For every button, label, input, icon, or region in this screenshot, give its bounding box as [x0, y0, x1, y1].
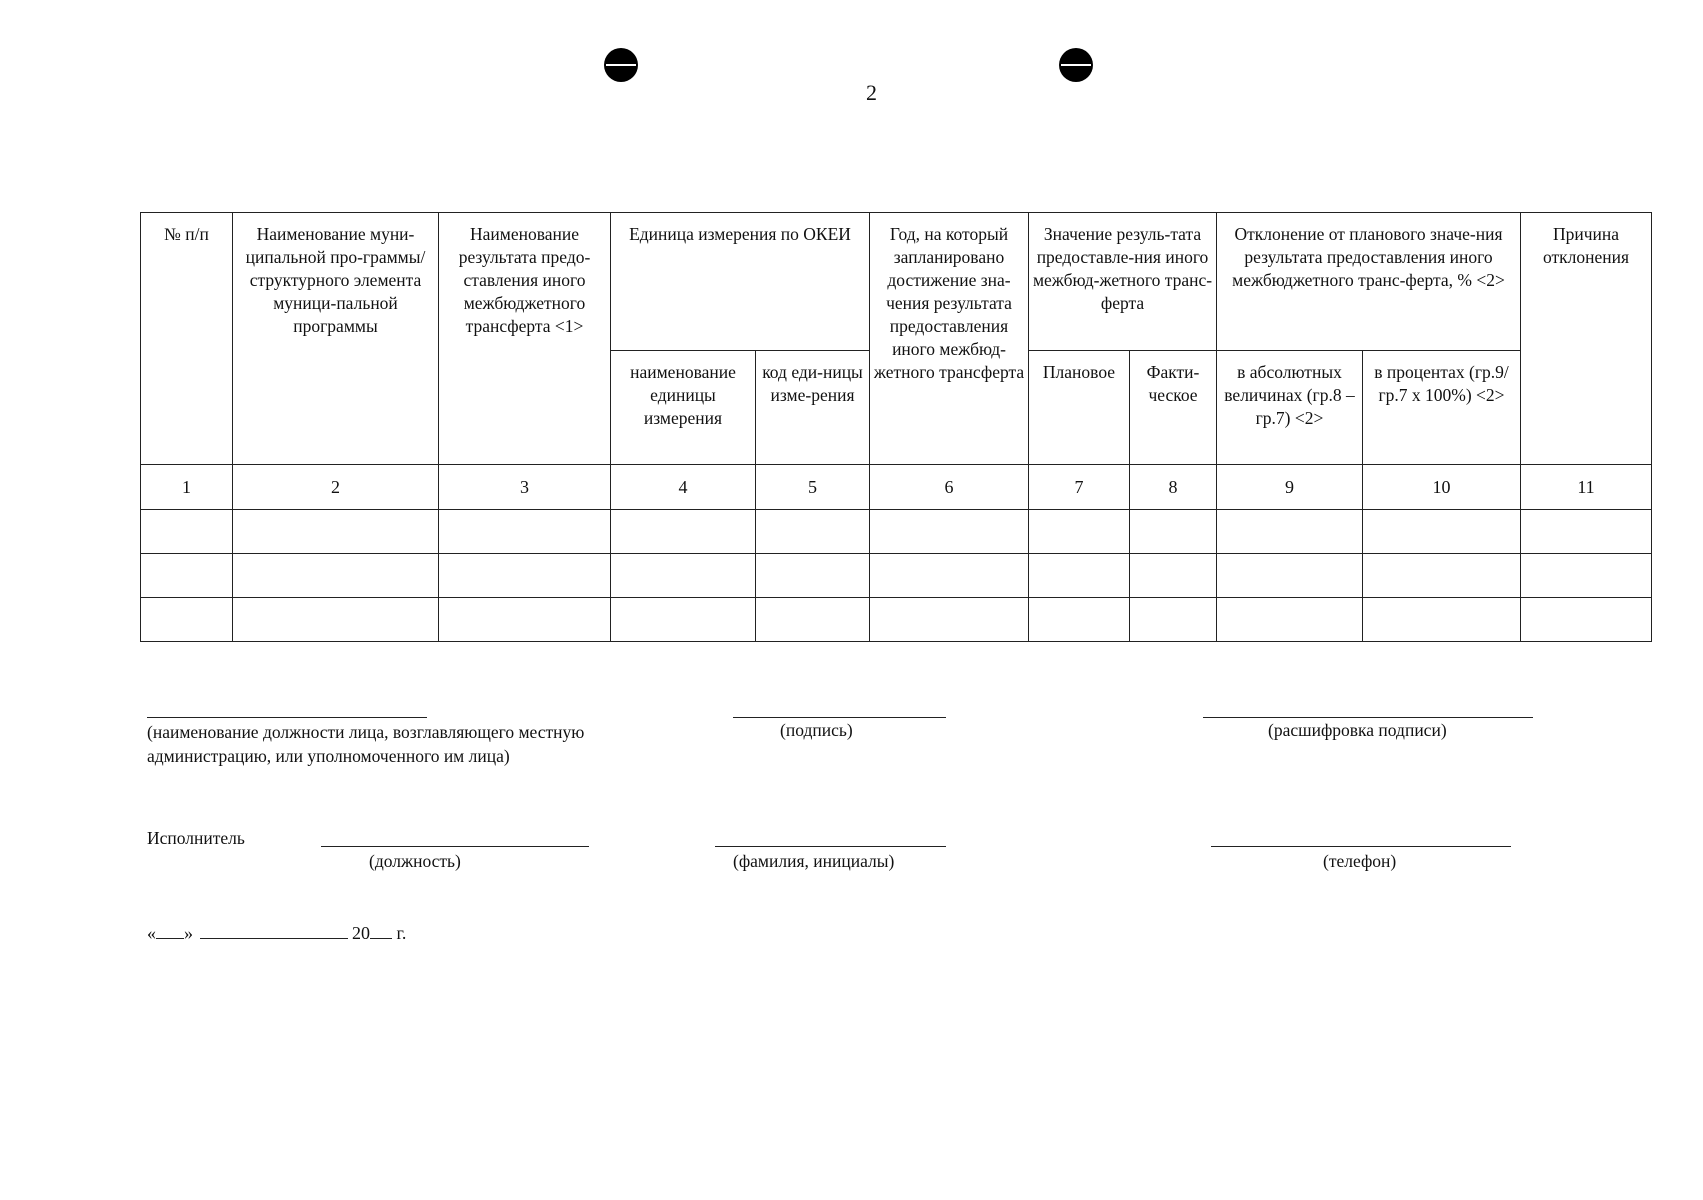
- column-number: 2: [233, 465, 439, 510]
- table-cell[interactable]: [233, 598, 439, 642]
- punch-hole-right: [1059, 48, 1093, 82]
- table-cell[interactable]: [233, 554, 439, 598]
- position-line[interactable]: [147, 717, 427, 718]
- header-deviation-percent: в процентах (гр.9/ гр.7 x 100%) <2>: [1363, 351, 1521, 465]
- column-number: 4: [611, 465, 756, 510]
- table-row: [141, 598, 1652, 642]
- header-value-group: Значение резуль-тата предоставле-ния иного межбюд-жетного транс-ферта: [1029, 213, 1217, 351]
- table-cell[interactable]: [1130, 598, 1217, 642]
- table-cell[interactable]: [1217, 598, 1363, 642]
- punch-hole-left: [604, 48, 638, 82]
- decoding-caption: (расшифровка подписи): [1268, 720, 1447, 740]
- table-cell[interactable]: [439, 510, 611, 554]
- day-blank[interactable]: [156, 920, 184, 939]
- header-unit-name: наименование единицы измерения: [611, 351, 756, 465]
- table-cell[interactable]: [1130, 510, 1217, 554]
- page-number: 2: [866, 80, 877, 105]
- executor-position-caption: (должность): [369, 851, 461, 871]
- column-number: 3: [439, 465, 611, 510]
- header-result: Наименование результата предо-ставления иного межбюджетного трансферта <1>: [439, 213, 611, 465]
- executor-name-line[interactable]: [715, 846, 946, 847]
- executor-label: Исполнитель: [147, 828, 245, 848]
- table-cell[interactable]: [1029, 598, 1130, 642]
- column-number: 9: [1217, 465, 1363, 510]
- month-blank[interactable]: [200, 920, 348, 939]
- table-cell[interactable]: [1029, 554, 1130, 598]
- table-cell[interactable]: [1217, 510, 1363, 554]
- table-cell[interactable]: [141, 554, 233, 598]
- table-cell[interactable]: [141, 598, 233, 642]
- year-suffix: г.: [396, 923, 407, 943]
- table-cell[interactable]: [1217, 554, 1363, 598]
- table-cell[interactable]: [611, 598, 756, 642]
- year-prefix: 20: [352, 923, 370, 943]
- header-program: Наименование муни-ципальной про-граммы/структурного элемента муници-пальной программы: [233, 213, 439, 465]
- table-row: [141, 554, 1652, 598]
- table-cell[interactable]: [1363, 598, 1521, 642]
- report-table: [140, 212, 1652, 642]
- header-actual: Факти-ческое: [1130, 351, 1217, 465]
- table-cell[interactable]: [1130, 554, 1217, 598]
- date-close-quote: »: [184, 923, 193, 943]
- column-number: 7: [1029, 465, 1130, 510]
- date-row: [147, 920, 406, 944]
- decoding-line[interactable]: [1203, 717, 1533, 718]
- table-cell[interactable]: [756, 598, 870, 642]
- executor-name-caption: (фамилия, инициалы): [733, 851, 895, 871]
- header-deviation-group: Отклонение от планового значе-ния результата предоставления иного межбюджетного транс-ферта, % <2>: [1217, 213, 1521, 351]
- table-cell[interactable]: [1521, 554, 1652, 598]
- table-row: [141, 510, 1652, 554]
- header-planned: Плановое: [1029, 351, 1130, 465]
- executor-phone-line[interactable]: [1211, 846, 1511, 847]
- header-unit-code: код еди-ницы изме-рения: [756, 351, 870, 465]
- table-cell[interactable]: [439, 554, 611, 598]
- table-cell[interactable]: [1521, 598, 1652, 642]
- year-blank[interactable]: [370, 920, 392, 939]
- column-number: 11: [1521, 465, 1652, 510]
- table-cell[interactable]: [1363, 554, 1521, 598]
- table-cell[interactable]: [611, 510, 756, 554]
- header-deviation-absolute: в абсолютных величинах (гр.8 – гр.7) <2>: [1217, 351, 1363, 465]
- table-cell[interactable]: [756, 510, 870, 554]
- header-year: Год, на который запланировано достижение зна-чения результата предоставления иного межбюд-жетного трансферта: [870, 213, 1029, 465]
- executor-phone-caption: (телефон): [1323, 851, 1397, 871]
- table-cell[interactable]: [611, 554, 756, 598]
- header-num: № п/п: [141, 213, 233, 465]
- table-cell[interactable]: [141, 510, 233, 554]
- table-cell[interactable]: [870, 510, 1029, 554]
- column-number: 5: [756, 465, 870, 510]
- column-number: 6: [870, 465, 1029, 510]
- signature-line[interactable]: [733, 717, 946, 718]
- column-number: 1: [141, 465, 233, 510]
- header-reason: Причина отклонения: [1521, 213, 1652, 465]
- table-cell[interactable]: [1521, 510, 1652, 554]
- table-cell[interactable]: [870, 598, 1029, 642]
- table-cell[interactable]: [870, 554, 1029, 598]
- table-cell[interactable]: [1029, 510, 1130, 554]
- table-cell[interactable]: [1363, 510, 1521, 554]
- position-caption: (наименование должности лица, возглавляющего местную администрацию, или уполномоченного им лица): [147, 722, 585, 766]
- table-cell[interactable]: [233, 510, 439, 554]
- header-unit-group: Единица измерения по ОКЕИ: [611, 213, 870, 351]
- column-number: 8: [1130, 465, 1217, 510]
- executor-position-line[interactable]: [321, 846, 589, 847]
- table-cell[interactable]: [756, 554, 870, 598]
- table-cell[interactable]: [439, 598, 611, 642]
- column-number: 10: [1363, 465, 1521, 510]
- signature-caption: (подпись): [780, 720, 853, 740]
- date-open-quote: «: [147, 923, 156, 943]
